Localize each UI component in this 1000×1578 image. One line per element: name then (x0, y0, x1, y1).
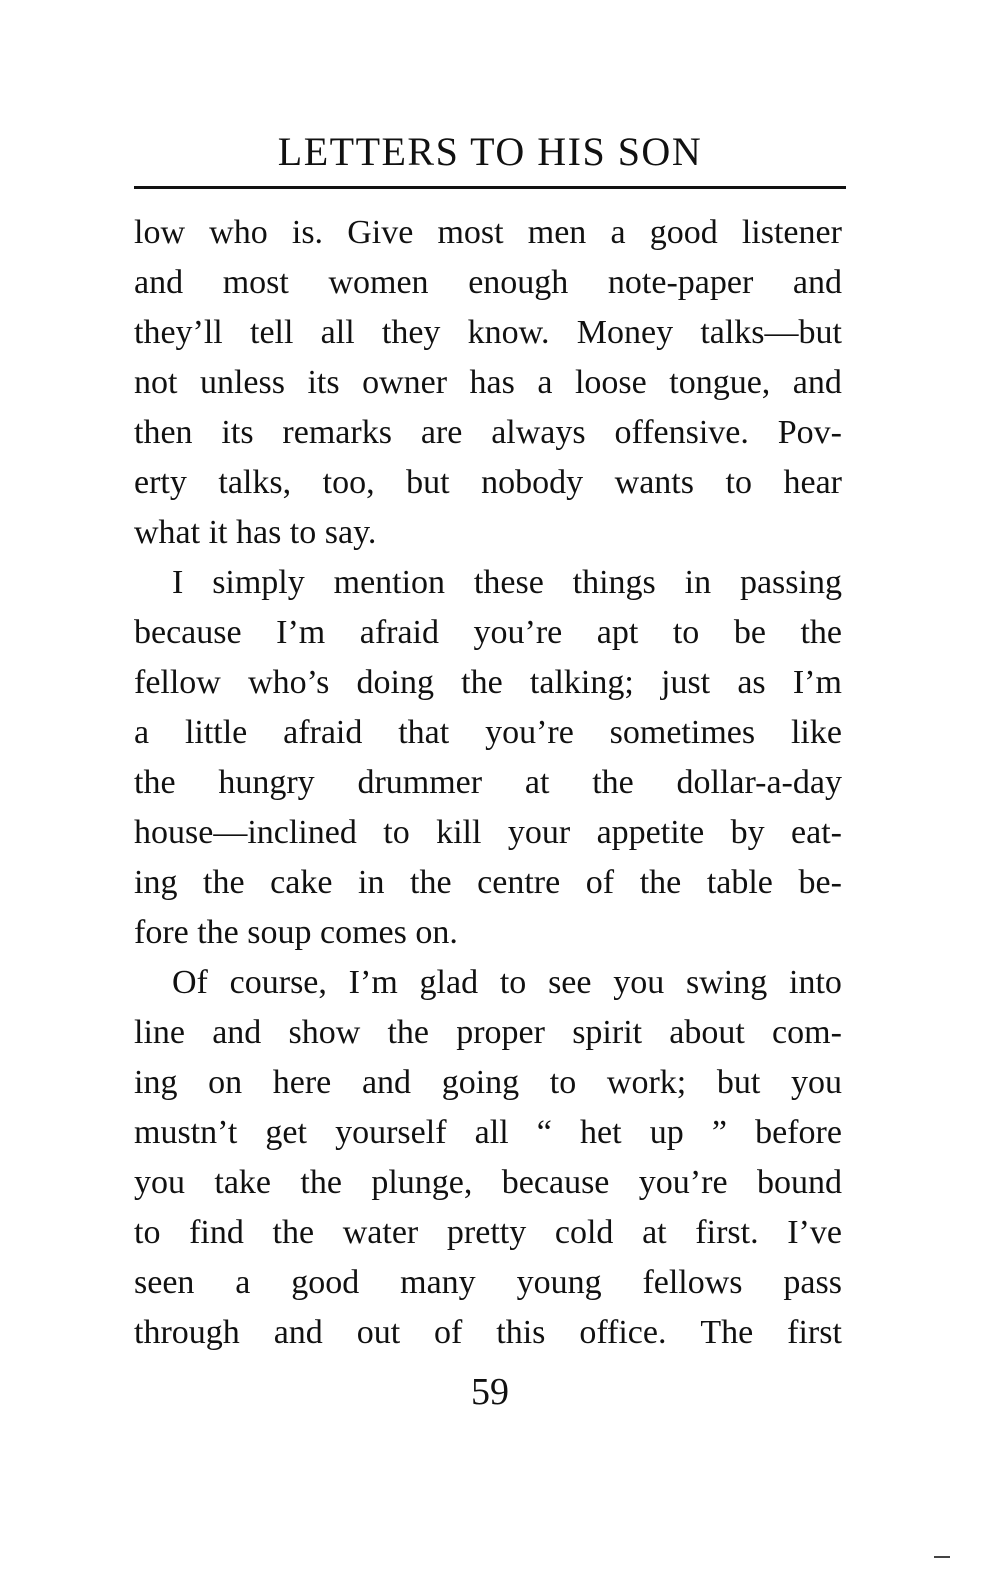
word: to (549, 1064, 577, 1101)
word: in (358, 864, 385, 901)
word: pretty (446, 1214, 527, 1251)
page-number: 59 (471, 1371, 509, 1413)
word: most (437, 214, 504, 251)
word: yourself (335, 1114, 447, 1151)
word: cold (554, 1214, 614, 1251)
word: into (789, 964, 842, 1001)
word: erty (134, 464, 187, 501)
word: wants (614, 464, 694, 501)
word: to (134, 1214, 161, 1251)
word: I’m (276, 614, 326, 651)
word: men (527, 214, 587, 251)
word: “ (536, 1114, 552, 1151)
word: at (642, 1214, 667, 1251)
word: loose (574, 364, 647, 401)
word: course, (229, 964, 327, 1001)
word: good (649, 214, 718, 251)
word: mention (333, 564, 446, 601)
word: swing (686, 964, 768, 1001)
word: and (212, 1014, 262, 1051)
word: take (214, 1164, 272, 1201)
word: talking; (529, 664, 634, 701)
word: up (649, 1114, 684, 1151)
text-line (134, 658, 842, 708)
word: always (491, 414, 586, 451)
word: mustn’t (134, 1114, 238, 1151)
text-line (134, 1308, 842, 1358)
word: appetite (596, 814, 705, 851)
word: its (307, 364, 340, 401)
word: the (639, 864, 682, 901)
word: centre (477, 864, 561, 901)
word: I’ve (787, 1214, 842, 1251)
word: and (273, 1314, 323, 1351)
word: apt (596, 614, 639, 651)
text-line (134, 958, 842, 1008)
word: good (291, 1264, 360, 1301)
text-line (134, 808, 842, 858)
word: I (172, 564, 184, 601)
word: The (700, 1314, 754, 1351)
word: know. (467, 314, 550, 351)
word: that (398, 714, 450, 751)
word: the (203, 864, 245, 901)
word: sometimes (609, 714, 756, 751)
word: women (328, 264, 429, 301)
word: a (537, 364, 553, 401)
word: simply (212, 564, 305, 601)
word: because (134, 614, 242, 651)
word: drummer (357, 764, 483, 801)
word: line (134, 1014, 185, 1051)
word: be (733, 614, 766, 651)
word: who (209, 214, 268, 251)
word: see (548, 964, 592, 1001)
word: talks—but (700, 314, 842, 351)
word: and (361, 1064, 412, 1101)
word: listener (741, 214, 842, 251)
word: here (272, 1064, 332, 1101)
word: cake (270, 864, 333, 901)
word: they’ll (134, 314, 223, 351)
word: spirit (572, 1014, 643, 1051)
word: seen (134, 1264, 195, 1301)
word: to (725, 464, 752, 501)
word: and (792, 364, 842, 401)
word: tongue, (669, 364, 771, 401)
scan-edge-mark (934, 1556, 950, 1558)
word: you’re (473, 614, 563, 651)
header-rule (134, 186, 846, 189)
word: show (288, 1014, 361, 1051)
word: I’m (792, 664, 842, 701)
text-line (134, 1108, 842, 1158)
word: work; (606, 1064, 687, 1101)
word: owner (362, 364, 448, 401)
text-line: what it has to say. (134, 514, 377, 551)
word: about (669, 1014, 745, 1051)
word: most (222, 264, 289, 301)
text-line (134, 558, 842, 608)
word: but (406, 464, 450, 501)
text-line (134, 308, 842, 358)
word: has (469, 364, 515, 401)
word: the (387, 1014, 430, 1051)
word: who’s (248, 664, 330, 701)
word: plunge, (371, 1164, 473, 1201)
word: remarks (282, 414, 392, 451)
word: proper (456, 1014, 545, 1051)
body-text (134, 208, 842, 1358)
word: the (300, 1164, 342, 1201)
text-line (134, 358, 842, 408)
word: low (134, 214, 185, 251)
word: too, (322, 464, 375, 501)
word: fellow (134, 664, 221, 701)
word: glad (419, 964, 479, 1001)
word: ing (134, 1064, 178, 1101)
word: to (383, 814, 410, 851)
word: out (356, 1314, 401, 1351)
word: Give (347, 214, 414, 251)
word: talks, (218, 464, 292, 501)
word: find (189, 1214, 244, 1251)
paragraph (134, 208, 842, 558)
word: the (272, 1214, 315, 1251)
text-line (134, 1158, 842, 1208)
word: note-paper (607, 264, 754, 301)
word: many (400, 1264, 476, 1301)
word: the (134, 764, 176, 801)
text-line (134, 1258, 842, 1308)
word: you’re (485, 714, 574, 751)
word: things (572, 564, 656, 601)
word: get (265, 1114, 307, 1151)
word: on (208, 1064, 243, 1101)
word: of (585, 864, 615, 901)
word: bound (756, 1164, 842, 1201)
word: the (461, 664, 503, 701)
text-line (134, 758, 842, 808)
word: passing (739, 564, 842, 601)
word: office. (579, 1314, 667, 1351)
word: house—inclined (134, 814, 357, 851)
text-line (134, 1208, 842, 1258)
word: are (420, 414, 463, 451)
word: you (134, 1164, 185, 1201)
word: a (610, 214, 626, 251)
word: and (792, 264, 842, 301)
word: tell (250, 314, 294, 351)
word: of (434, 1314, 463, 1351)
word: to (499, 964, 527, 1001)
word: young (516, 1264, 602, 1301)
word: then (134, 414, 193, 451)
word: these (473, 564, 544, 601)
word: eat- (791, 814, 842, 851)
word: is. (291, 214, 324, 251)
word: before (755, 1114, 842, 1151)
word: Of (172, 964, 208, 1001)
text-line (134, 1058, 842, 1108)
word: hear (783, 464, 842, 501)
word: the (800, 614, 842, 651)
word: nobody (481, 464, 584, 501)
word: be- (798, 864, 842, 901)
paragraph (134, 958, 842, 1358)
word: at (524, 764, 550, 801)
word: first (787, 1314, 842, 1351)
word: you (791, 1064, 842, 1101)
running-head: LETTERS TO HIS SON (277, 129, 703, 174)
text-line: fore the soup comes on. (134, 914, 458, 951)
word: ing (134, 864, 178, 901)
word: I’m (348, 964, 398, 1001)
word: your (507, 814, 571, 851)
word: this (496, 1314, 546, 1351)
word: kill (436, 814, 482, 851)
word: not (134, 364, 178, 401)
word: through (134, 1314, 240, 1351)
word: offensive. (614, 414, 749, 451)
text-line (134, 608, 842, 658)
word: first. (695, 1214, 759, 1251)
word: ” (711, 1114, 727, 1151)
word: as (737, 664, 766, 701)
text-line (134, 858, 842, 908)
word: and (134, 264, 184, 301)
word: afraid (283, 714, 363, 751)
text-line (134, 258, 842, 308)
word: the (410, 864, 452, 901)
word: Pov- (777, 414, 842, 451)
word: just (661, 664, 711, 701)
word: water (342, 1214, 419, 1251)
word: all (320, 314, 355, 351)
word: pass (783, 1264, 842, 1301)
word: like (790, 714, 842, 751)
word: table (706, 864, 773, 901)
word: you (613, 964, 665, 1001)
word: het (580, 1114, 622, 1151)
text-line (134, 408, 842, 458)
word: dollar-a-day (676, 764, 842, 801)
paragraph (134, 558, 842, 958)
text-line (134, 1008, 842, 1058)
word: little (184, 714, 248, 751)
text-line (134, 458, 842, 508)
word: to (672, 614, 700, 651)
word: you’re (638, 1164, 728, 1201)
text-line (134, 708, 842, 758)
word: afraid (359, 614, 440, 651)
word: its (221, 414, 254, 451)
word: a (235, 1264, 251, 1301)
word: fellows (642, 1264, 743, 1301)
word: unless (199, 364, 285, 401)
word: going (441, 1064, 520, 1101)
word: they (381, 314, 441, 351)
word: doing (356, 664, 434, 701)
word: in (684, 564, 712, 601)
word: because (501, 1164, 610, 1201)
word: Money (576, 314, 674, 351)
word: enough (468, 264, 569, 301)
word: com- (772, 1014, 842, 1051)
word: a (134, 714, 150, 751)
word: but (716, 1064, 761, 1101)
word: hungry (218, 764, 315, 801)
word: the (592, 764, 634, 801)
text-line (134, 208, 842, 258)
word: by (730, 814, 765, 851)
word: all (474, 1114, 509, 1151)
